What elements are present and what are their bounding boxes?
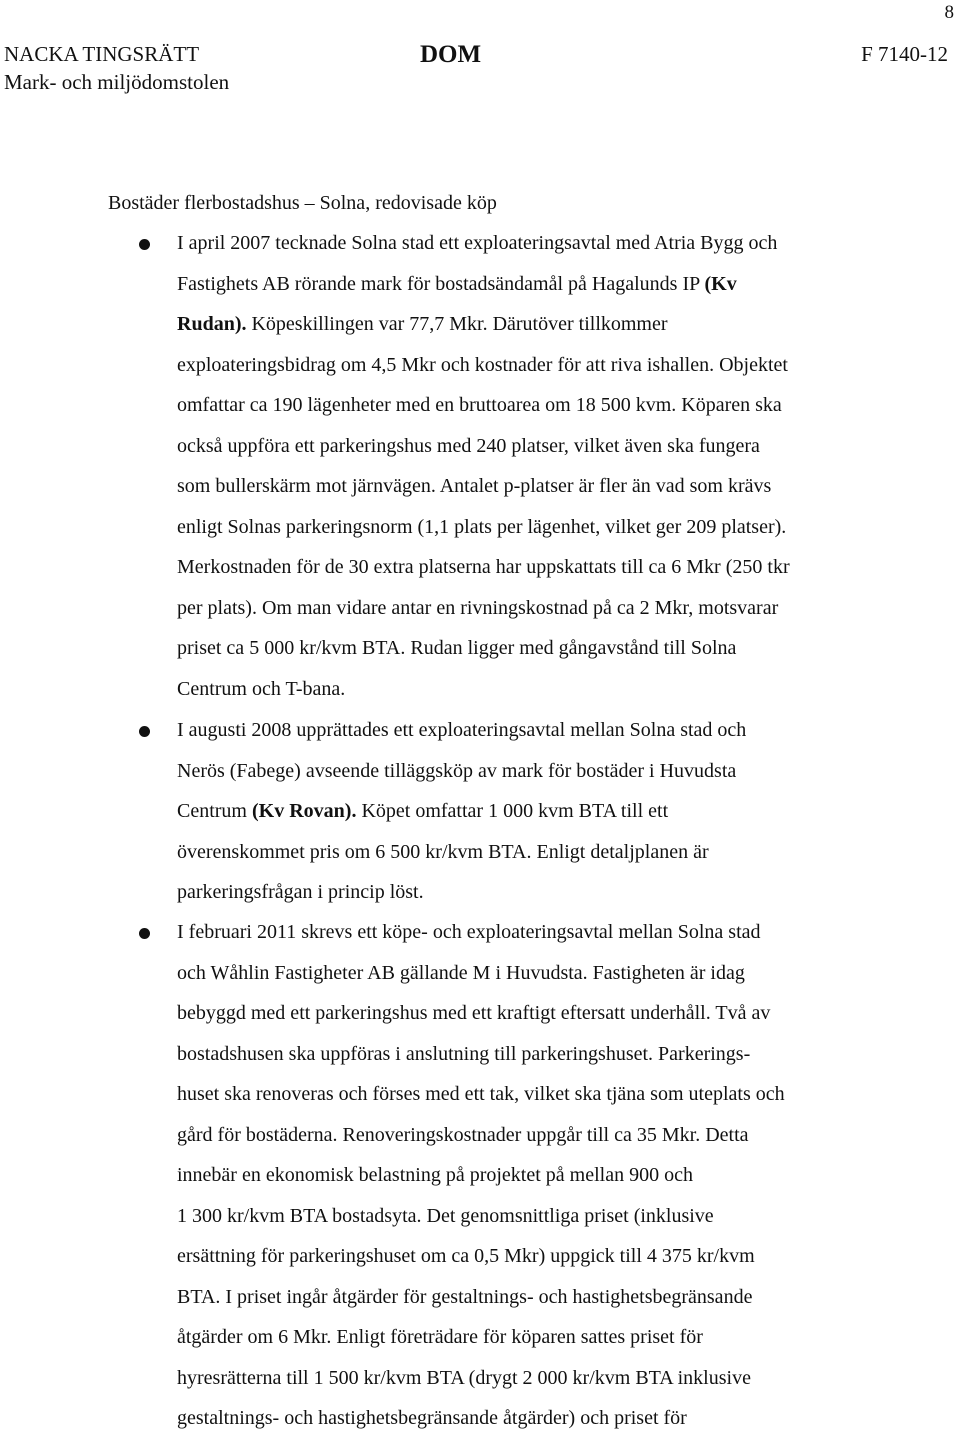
paragraph-line bbox=[177, 1317, 897, 1358]
paragraph-line bbox=[177, 751, 897, 792]
text-segment: BTA. I priset ingår åtgärder för gestaltnings- och hastighetsbegränsande bbox=[177, 1285, 753, 1308]
text-segment: (Kv Rovan). bbox=[252, 800, 357, 822]
paragraph-line bbox=[177, 791, 897, 832]
paragraph-line bbox=[177, 385, 897, 426]
paragraph-line bbox=[177, 547, 897, 588]
text-segment: Rudan). bbox=[177, 313, 247, 335]
text-segment: gård för bostäderna. Renoveringskostnader uppgår till ca 35 Mkr. Detta bbox=[177, 1123, 749, 1146]
paragraph-line bbox=[177, 345, 897, 386]
paragraph-line bbox=[177, 710, 897, 751]
paragraph-line bbox=[177, 507, 897, 548]
text-segment: ersättning för parkeringshuset om ca 0,5 Mkr) uppgick till 4 375 kr/kvm bbox=[177, 1245, 755, 1267]
court-header bbox=[4, 40, 229, 96]
text-segment: och Wåhlin Fastigheter AB gällande M i Huvudsta. Fastigheten är idag bbox=[177, 961, 745, 984]
text-segment: Fastighets AB rörande mark för bostadsändamål på Hagalunds IP bbox=[177, 272, 705, 295]
text-segment: Centrum bbox=[177, 800, 252, 822]
text-segment: Merkostnaden för de 30 extra platserna har uppskattats till ca 6 Mkr (250 tkr bbox=[177, 556, 790, 578]
text-segment: huset ska renoveras och förses med ett tak, vilket ska tjäna som uteplats och bbox=[177, 1083, 785, 1105]
text-segment: (Kv bbox=[704, 272, 737, 295]
text-segment: bebyggd med ett parkeringshus med ett kraftigt eftersatt underhåll. Två av bbox=[177, 1002, 771, 1024]
text-segment: åtgärder om 6 Mkr. Enligt företrädare för köparen sattes priset för bbox=[177, 1326, 703, 1348]
bullet-point-icon bbox=[139, 726, 150, 737]
text-segment: innebär en ekonomisk belastning på projektet på mellan 900 och bbox=[177, 1164, 693, 1186]
paragraph-line bbox=[177, 1398, 897, 1439]
case-number: F 7140-12 bbox=[861, 42, 948, 66]
text-segment: som bullerskärm mot järnvägen. Antalet p-platser är fler än vad som krävs bbox=[177, 475, 772, 497]
section-heading: Bostäder flerbostadshus – Solna, redovisade köp bbox=[108, 192, 497, 214]
text-segment: parkeringsfrågan i princip löst. bbox=[177, 881, 424, 903]
paragraph-line bbox=[177, 1074, 897, 1115]
paragraph-line bbox=[177, 1034, 897, 1075]
court-name: NACKA TINGSRÄTT bbox=[4, 42, 200, 66]
bullet-paragraph bbox=[177, 912, 897, 1439]
text-segment: Köpet omfattar 1 000 kvm BTA till ett bbox=[356, 800, 669, 822]
paragraph-line bbox=[177, 669, 897, 710]
paragraph-line bbox=[177, 628, 897, 669]
bullet-point-icon bbox=[139, 928, 150, 939]
paragraph-line bbox=[177, 304, 897, 345]
text-segment: Nerös (Fabege) avseende tilläggsköp av mark för bostäder i Huvudsta bbox=[177, 759, 737, 782]
paragraph-line bbox=[177, 912, 897, 953]
text-segment: priset ca 5 000 kr/kvm BTA. Rudan ligger med gångavstånd till Solna bbox=[177, 637, 737, 659]
paragraph-line bbox=[177, 993, 897, 1034]
paragraph-line bbox=[177, 426, 897, 467]
text-segment: 1 300 kr/kvm BTA bostadsyta. Det genomsnittliga priset (inklusive bbox=[177, 1204, 714, 1227]
paragraph-line bbox=[177, 466, 897, 507]
text-segment: också uppföra ett parkeringshus med 240 platser, vilket även ska fungera bbox=[177, 434, 760, 457]
court-division: Mark- och miljödomstolen bbox=[4, 70, 230, 94]
paragraph-line bbox=[177, 1155, 897, 1196]
paragraph-line bbox=[177, 872, 897, 913]
bullet-paragraph bbox=[177, 223, 897, 709]
bullet-paragraph bbox=[177, 710, 897, 913]
document-type: DOM bbox=[420, 41, 482, 68]
text-segment: överenskommet pris om 6 500 kr/kvm BTA. Enligt detaljplanen är bbox=[177, 840, 709, 863]
text-segment: I april 2007 tecknade Solna stad ett exploateringsavtal med Atria Bygg och bbox=[177, 232, 778, 254]
text-segment: enligt Solnas parkeringsnorm (1,1 plats per lägenhet, vilket ger 209 platser). bbox=[177, 515, 787, 538]
text-segment: Centrum och T-bana. bbox=[177, 677, 346, 700]
text-segment: omfattar ca 190 lägenheter med en bruttoarea om 18 500 kvm. Köparen ska bbox=[177, 394, 782, 416]
text-segment: gestaltnings- och hastighetsbegränsande åtgärder) och priset för bbox=[177, 1407, 687, 1429]
paragraph-line bbox=[177, 1358, 897, 1399]
text-segment: hyresrätterna till 1 500 kr/kvm BTA (drygt 2 000 kr/kvm BTA inklusive bbox=[177, 1366, 751, 1389]
text-segment: I februari 2011 skrevs ett köpe- och exploateringsavtal mellan Solna stad bbox=[177, 921, 761, 943]
paragraph-line bbox=[177, 223, 897, 264]
text-segment: exploateringsbidrag om 4,5 Mkr och kostnader för att riva ishallen. Objektet bbox=[177, 353, 788, 376]
text-segment: I augusti 2008 upprättades ett exploateringsavtal mellan Solna stad och bbox=[177, 719, 747, 741]
paragraph-line bbox=[177, 1277, 897, 1318]
bullet-point-icon bbox=[139, 239, 150, 250]
page-number: 8 bbox=[944, 2, 954, 23]
paragraph-line bbox=[177, 1115, 897, 1156]
paragraph-line bbox=[177, 264, 897, 305]
paragraph-line bbox=[177, 1196, 897, 1237]
paragraph-line bbox=[177, 588, 897, 629]
text-segment: bostadshusen ska uppföras i anslutning till parkeringshuset. Parkerings- bbox=[177, 1042, 751, 1065]
paragraph-line bbox=[177, 1236, 897, 1277]
text-segment: Köpeskillingen var 77,7 Mkr. Därutöver tillkommer bbox=[246, 313, 668, 335]
text-segment: per plats). Om man vidare antar en rivningskostnad på ca 2 Mkr, motsvarar bbox=[177, 596, 779, 619]
paragraph-line bbox=[177, 953, 897, 994]
paragraph-line bbox=[177, 832, 897, 873]
